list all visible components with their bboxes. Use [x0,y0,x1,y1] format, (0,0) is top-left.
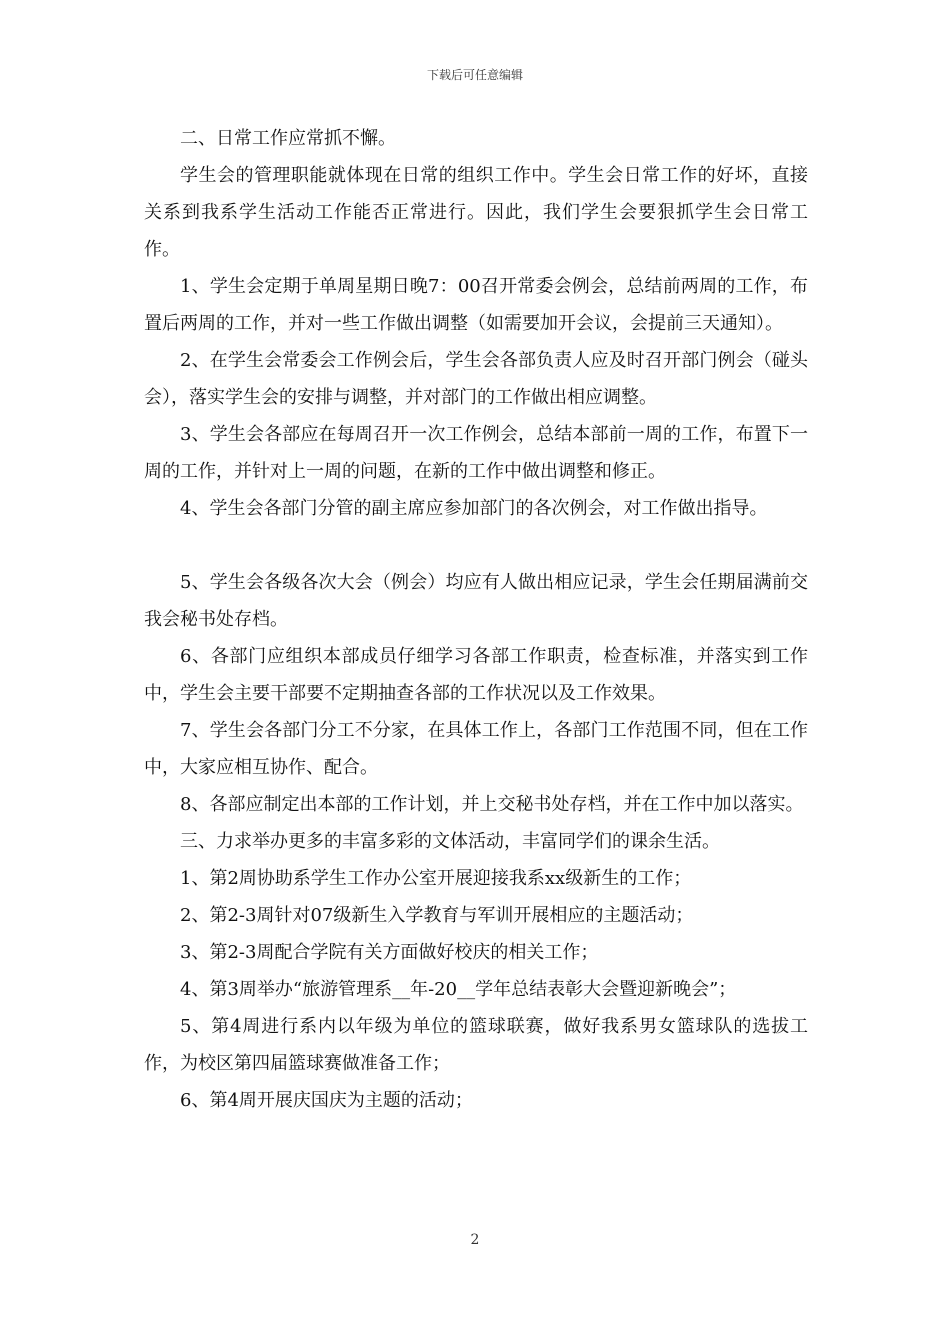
list-item-7: 7、学生会各部门分工不分家，在具体工作上，各部门工作范围不同，但在工作中，大家应相互协作、配合。 [144,720,808,778]
section-heading-activities: 三、力求举办更多的丰富多彩的文体活动，丰富同学们的课余生活。 [180,831,720,852]
activity-item-2: 2、第2-3周针对07级新生入学教育与军训开展相应的主题活动； [180,905,694,926]
activity-item-3: 3、第2-3周配合学院有关方面做好校庆的相关工作； [180,942,599,963]
list-item-4: 4、学生会各部门分管的副主席应参加部门的各次例会，对工作做出指导。 [180,498,768,519]
list-item-5: 5、学生会各级各次大会（例会）均应有人做出相应记录，学生会任期届满前交我会秘书处存档。 [144,572,808,630]
section-heading-daily-work: 二、日常工作应常抓不懈。 [180,128,396,149]
page-number: 2 [470,1232,480,1248]
activity-item-1: 1、第2周协助系学生工作办公室开展迎接我系xx级新生的工作； [180,868,692,889]
list-item-2: 2、在学生会常委会工作例会后，学生会各部负责人应及时召开部门例会（碰头会），落实学生会的安排与调整，并对部门的工作做出相应调整。 [144,350,808,408]
page-header: 下载后可任意编辑 [426,68,523,82]
activity-item-5: 5、第4周进行系内以年级为单位的篮球联赛，做好我系男女篮球队的选拔工作，为校区第四届篮球赛做准备工作； [144,1016,808,1074]
list-item-8: 8、各部应制定出本部的工作计划，并上交秘书处存档，并在工作中加以落实。 [180,794,804,815]
document-body [144,120,808,1119]
list-item-1: 1、学生会定期于单周星期日晚7：00召开常委会例会，总结前两周的工作，布置后两周的工作，并对一些工作做出调整（如需要加开会议，会提前三天通知）。 [144,276,808,334]
activity-item-4: 4、第3周举办“旅游管理系__年-20__学年总结表彰大会暨迎新晚会”； [180,979,737,1000]
blank-line [144,527,808,564]
paragraph-intro: 学生会的管理职能就体现在日常的组织工作中。学生会日常工作的好坏，直接关系到我系学生活动工作能否正常进行。因此，我们学生会要狠抓学生会日常工作。 [144,165,808,260]
list-item-6: 6、各部门应组织本部成员仔细学习各部工作职责，检查标准，并落实到工作中，学生会主要干部要不定期抽查各部的工作状况以及工作效果。 [144,646,808,704]
list-item-3: 3、学生会各部应在每周召开一次工作例会，总结本部前一周的工作，布置下一周的工作，并针对上一周的问题，在新的工作中做出调整和修正。 [144,424,808,482]
activity-item-6: 6、第4周开展庆国庆为主题的活动； [180,1090,473,1111]
